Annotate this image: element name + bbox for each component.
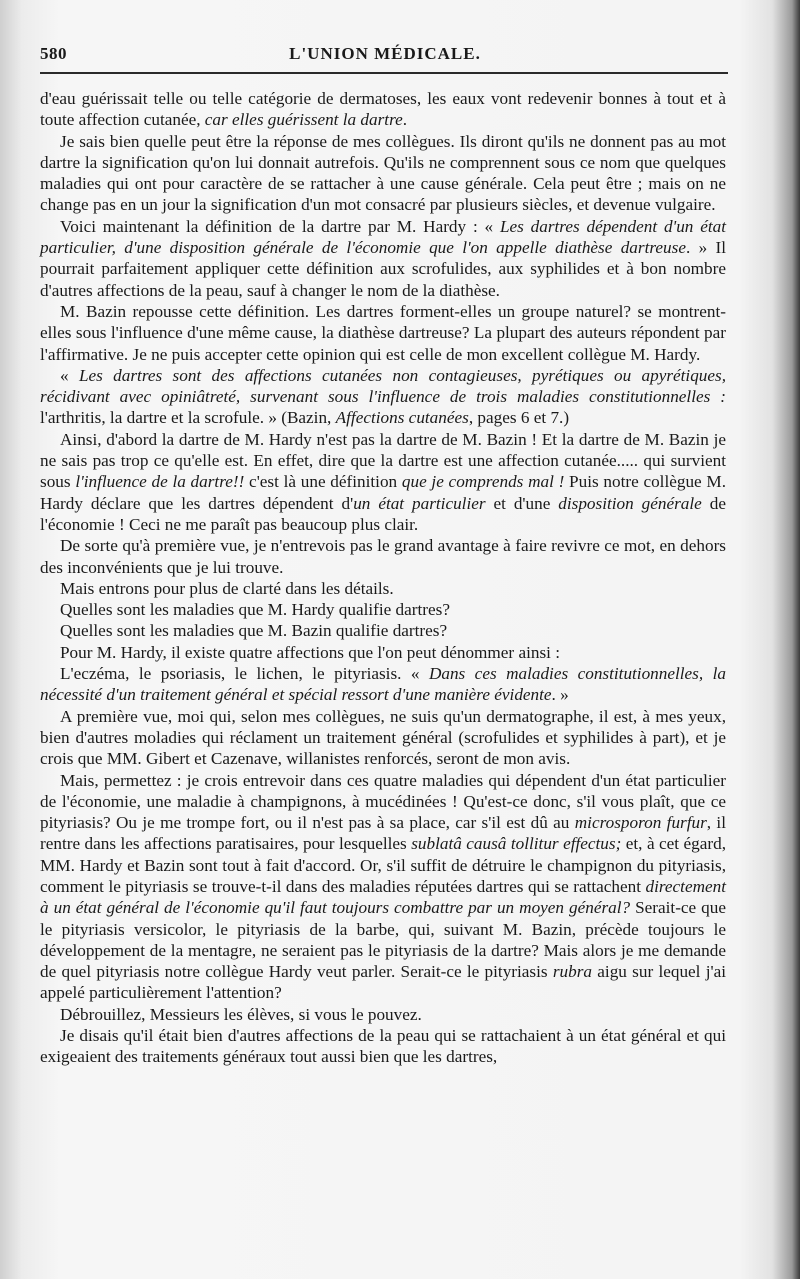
header-rule <box>40 72 728 74</box>
text-run: Pour M. Hardy, il existe quatre affections que l'on peut dénommer ainsi : <box>60 642 560 662</box>
paragraph <box>40 706 726 770</box>
text-run: d'eau guérissait telle ou telle catégorie de dermatoses, les eaux vont redevenir bonnes à tout et à toute affection cutanée, <box>40 89 726 130</box>
italic-text: Dans ces maladies constitutionnelles, la nécessité d'un traitement général et spécial ressort d'une manière évidente <box>40 664 726 705</box>
text-run: L'eczéma, le psoriasis, le lichen, le pityriasis. « <box>60 664 429 684</box>
paragraph <box>40 429 726 535</box>
paragraph <box>40 216 726 301</box>
text-run: M. Bazin repousse cette définition. Les dartres forment-elles un groupe naturel? se montrent-elles sous l'influence d'une même cause, la diathèse dartreuse? La plupart des auteurs répondent par l'affirmative. Je ne puis accepter cette opinion qui est celle de mon excellent collègue M. Hardy. <box>40 301 726 364</box>
text-run: l'arthritis, la dartre et la scrofule. » (Bazin, <box>40 408 336 428</box>
italic-text: un état particulier <box>353 493 486 513</box>
text-run: . <box>402 110 408 130</box>
paragraph <box>40 1004 726 1025</box>
paragraph <box>40 1025 726 1068</box>
text-run: Débrouillez, Messieurs les élèves, si vous le pouvez. <box>60 1004 422 1024</box>
body-text <box>40 88 726 1068</box>
page-header <box>40 44 730 72</box>
italic-text: car elles guérissent la dartre <box>204 110 403 130</box>
text-run: Puis notre collègue M. Hardy déclare que les dartres dépendent d' <box>40 472 726 513</box>
italic-text: Les dartres sont des affections cutanées non contagieuses, pyrétiques ou apyrétiques, récidivant avec opiniâtreté, survenant sous l'influence de trois maladies constitutionnelles : <box>40 365 727 407</box>
italic-text: l'influence de la dartre!! <box>75 472 245 492</box>
paragraph <box>40 365 726 429</box>
italic-text: que je comprends mal ! <box>401 472 565 492</box>
text-run: , il rentre dans les affections paratisaires, pour lesquelles <box>40 813 726 854</box>
text-run: Je disais qu'il était bien d'autres affections de la peau qui se rattachaient à un état général et qui exigeaient des traitements généraux tout aussi bien que les dartres, <box>40 1026 726 1067</box>
text-run: Quelles sont les maladies que M. Bazin qualifie dartres? <box>60 621 448 641</box>
text-run: de l'économie ! Ceci ne me paraît pas beaucoup plus clair. <box>40 493 726 534</box>
paragraph <box>40 663 726 706</box>
paragraph <box>40 301 726 365</box>
italic-text: microsporon furfur <box>574 813 707 833</box>
text-run: Ainsi, d'abord la dartre de M. Hardy n'est pas la dartre de M. Bazin ! Et la dartre de M. Bazin je ne sais pas trop ce qu'elle est. En effet, dire que la dartre est une affection cutanée..... qui survient sous <box>40 429 726 492</box>
paragraph <box>40 599 726 620</box>
text-run: Quelles sont les maladies que M. Hardy qualifie dartres? <box>60 600 450 620</box>
paragraph <box>40 535 726 578</box>
text-run: De sorte qu'à première vue, je n'entrevois pas le grand avantage à faire revivre ce mot, en dehors des inconvénients que je lui trouve. <box>40 536 726 577</box>
text-run: A première vue, moi qui, selon mes collègues, ne suis qu'un dermatographe, il est, à mes yeux, bien d'autres moladies qui réclament un traitement général (scrofulides et syphilides à part), et je crois que MM. Gibert et Cazenave, willanistes renforcés, seront de mon avis. <box>40 706 726 769</box>
italic-text: rubra <box>552 962 593 982</box>
text-run: « <box>60 365 79 385</box>
running-title: L'UNION MÉDICALE. <box>289 44 481 63</box>
text-run: et d'une <box>485 493 559 513</box>
italic-text: directement à un état général de l'économie qu'il faut toujours combattre par un moyen général? <box>40 876 726 918</box>
paragraph <box>40 88 726 131</box>
italic-text: disposition générale <box>558 493 702 513</box>
paragraph <box>40 770 726 1004</box>
text-run: Mais entrons pour plus de clarté dans les détails. <box>60 578 394 598</box>
italic-text: Affections cutanées <box>335 408 469 428</box>
text-run: . » Il pourrait parfaitement appliquer cette définition aux scrofulides, aux syphilides et à bon nombre d'autres affections de la peau, sauf à changer le nom de la diathèse. <box>40 238 726 300</box>
italic-text: sublatâ causâ tollitur effectus; <box>411 834 622 854</box>
text-run: et, à cet égard, MM. Hardy et Bazin sont tout à fait d'accord. Or, s'il suffit de détruire le champignon du pityriasis, comment le pityriasis se trouve-t-il dans des maladies réputées dartres qui se rattachent <box>40 834 727 896</box>
text-run: c'est là une définition <box>244 472 402 492</box>
text-run: Je sais bien quelle peut être la réponse de mes collègues. Ils diront qu'ils ne donnent pas au mot dartre la signification qu'on lui donnait autrefois. Qu'ils ne comprennent sous ce nom que quelques maladies qui ont pour caractère de se rattacher à une cause générale. Cela peut être ; mais on ne change pas en un jour la signification d'un mot consacré par plusieurs siècles, et devenue vulgaire. <box>40 131 726 215</box>
text-run: aigu sur lequel j'ai appelé particulièrement l'attention? <box>40 962 726 1003</box>
paragraph <box>40 620 726 641</box>
text-run: . » <box>551 685 569 705</box>
paragraph <box>40 642 726 663</box>
page-number: 580 <box>40 44 67 63</box>
paragraph <box>40 578 726 599</box>
text-run: Serait-ce que le pityriasis versicolor, le pityriasis de la barbe, qui, suivant M. Bazin, précède toujours le développement de la mentagre, ne seraient pas le pityriasis de la dartre? Mais alors je me demande de quel pityriasis notre collègue Hardy veut parler. Serait-ce le pityriasis <box>40 898 726 982</box>
paragraph <box>40 131 726 216</box>
italic-text: Les dartres dépendent d'un état particulier, d'une disposition générale de l'économie que l'on appelle diathèse dartreuse <box>40 216 726 258</box>
text-run: Voici maintenant la définition de la dartre par M. Hardy : « <box>60 216 500 236</box>
text-run: , pages 6 et 7.) <box>468 408 570 428</box>
text-run: Mais, permettez : je crois entrevoir dans ces quatre maladies qui dépendent d'un état particulier de l'économie, une maladie à champignons, à mucédinées ! Qu'est-ce donc, s'il vous plaît, que ce pityriasis? Ou je me trompe fort, ou il n'est pas à sa place, car s'il est dû au <box>40 770 726 833</box>
